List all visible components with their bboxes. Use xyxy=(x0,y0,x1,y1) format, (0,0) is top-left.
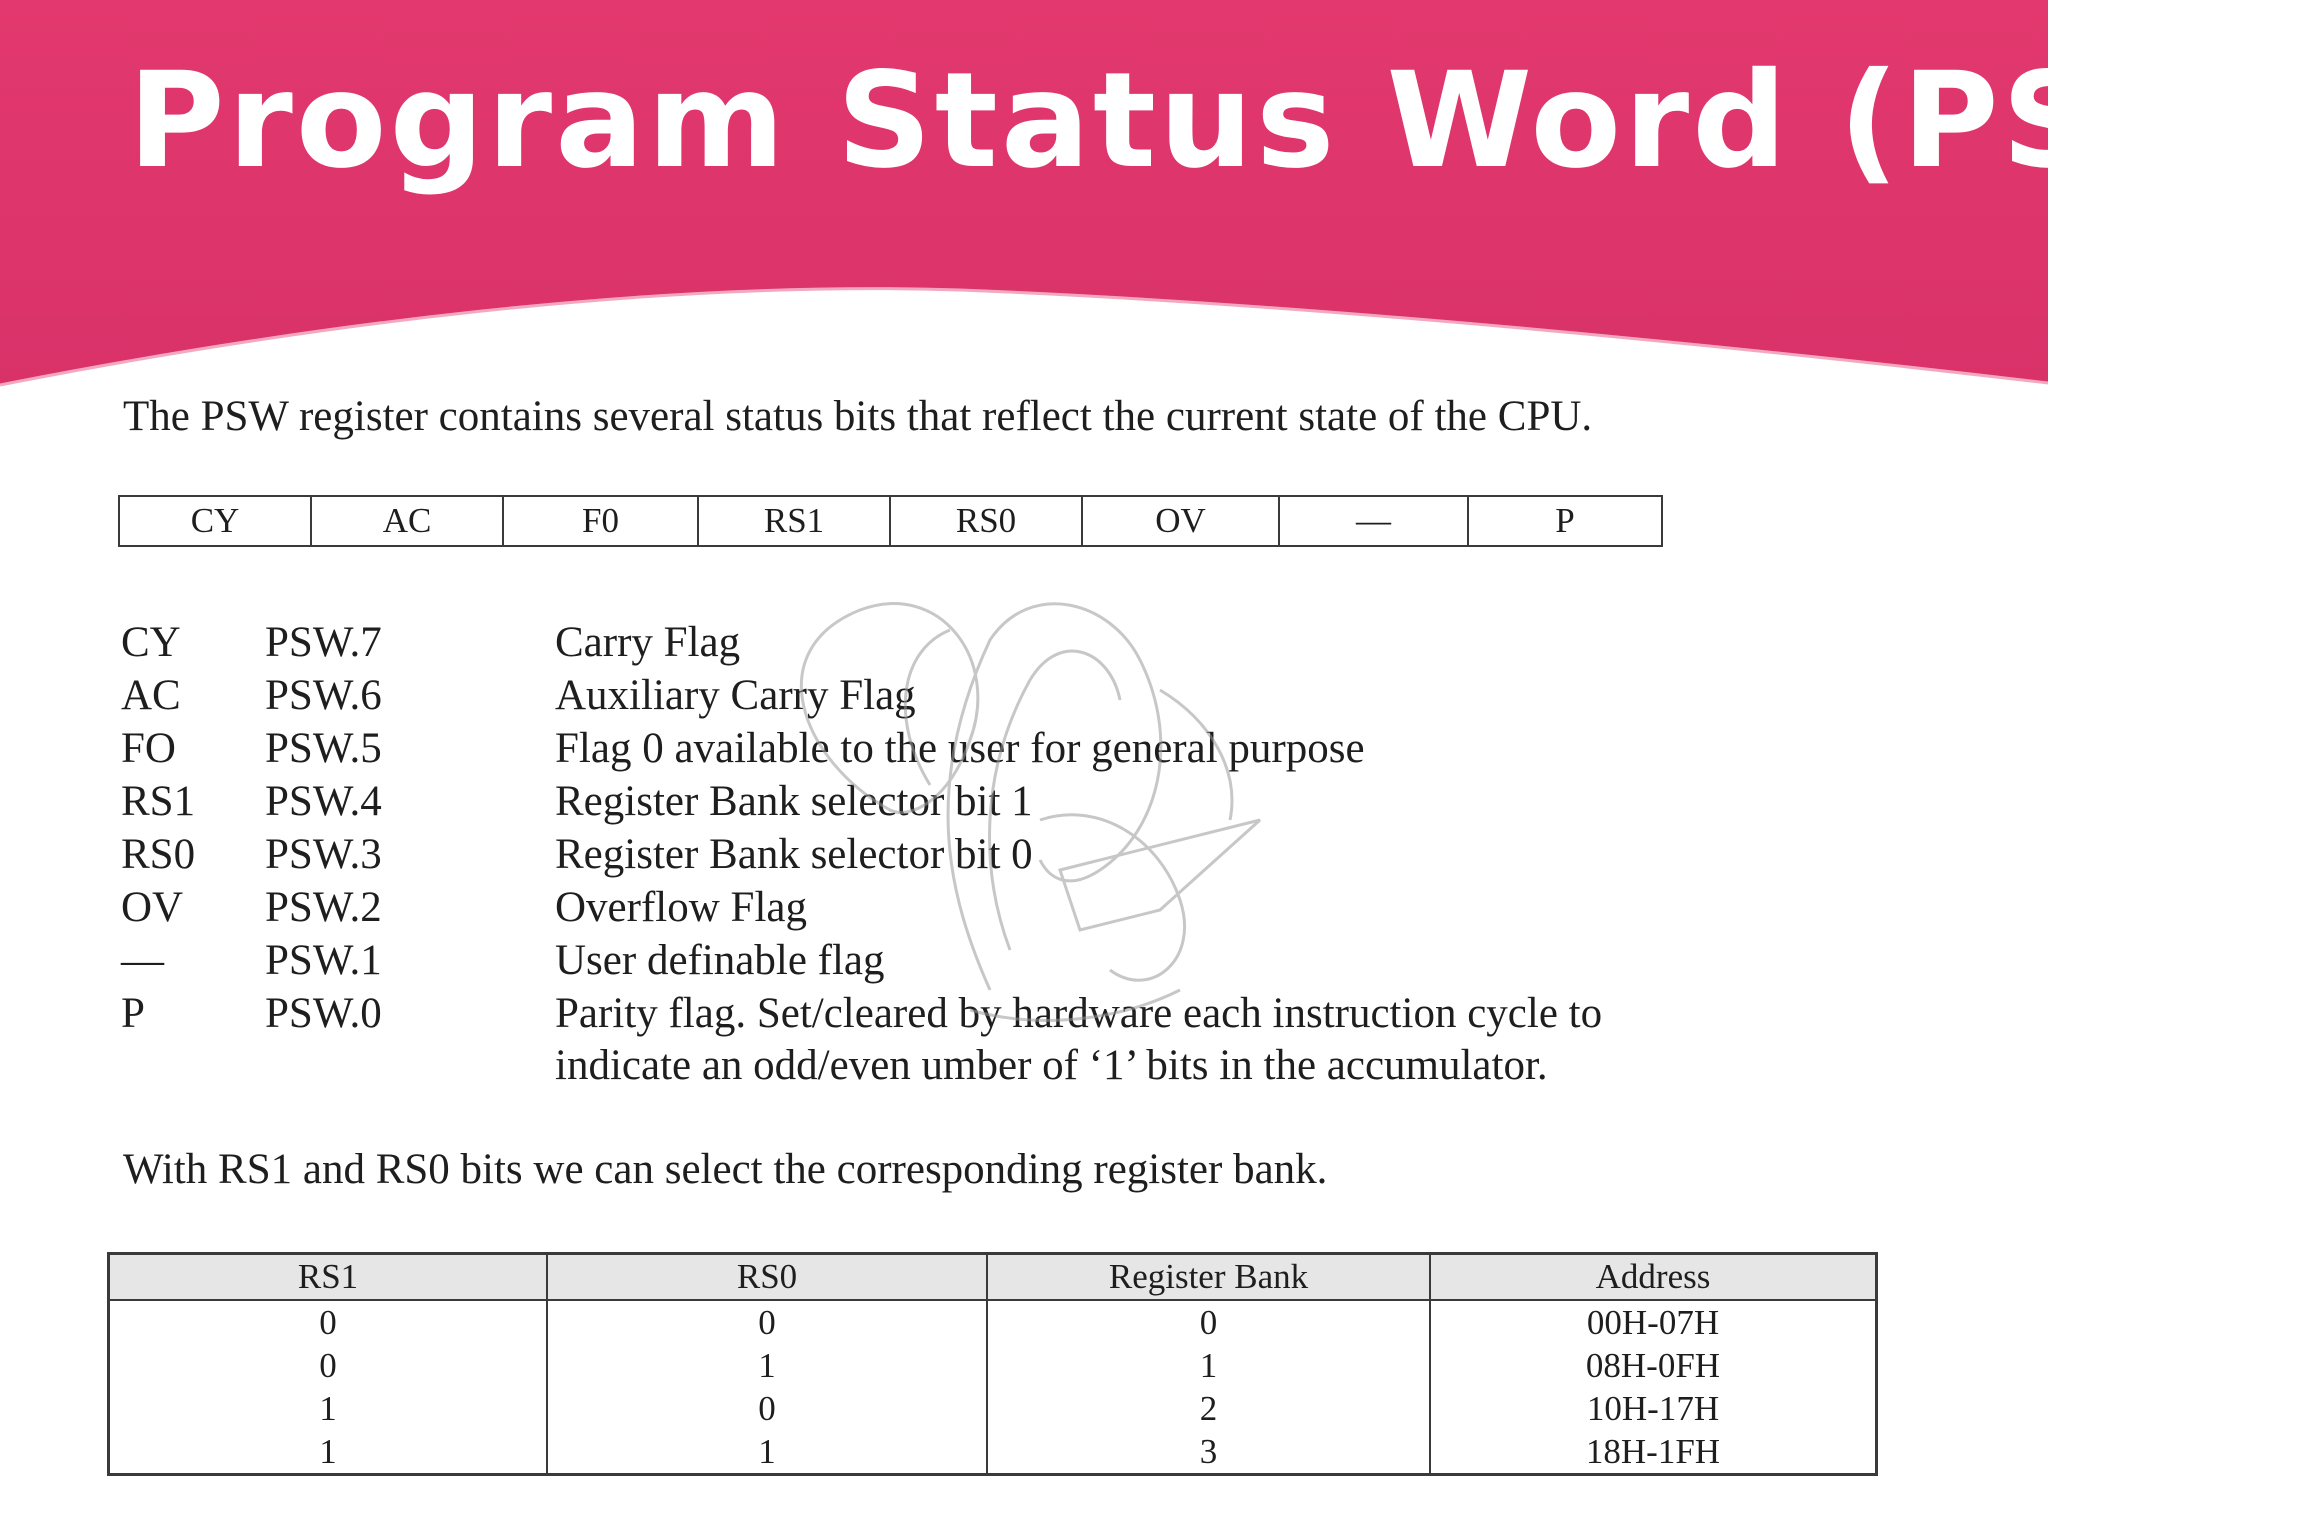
column-header: RS1 xyxy=(109,1254,548,1301)
table-cell: 1 xyxy=(547,1344,987,1387)
table-row xyxy=(109,1344,1877,1387)
column-header: Address xyxy=(1430,1254,1877,1301)
psw-bit-cell: P xyxy=(1468,496,1662,546)
table-row xyxy=(109,1300,1877,1344)
bit-description: Auxiliary Carry Flag xyxy=(555,672,916,719)
psw-bit-cell: RS0 xyxy=(890,496,1082,546)
column-header: RS0 xyxy=(547,1254,987,1301)
bit-position: PSW.6 xyxy=(265,672,382,719)
psw-bit-cell: F0 xyxy=(503,496,698,546)
bit-name: AC xyxy=(121,672,181,719)
bit-name: RS1 xyxy=(121,778,196,825)
bit-position: PSW.5 xyxy=(265,725,382,772)
bit-position: PSW.3 xyxy=(265,831,382,878)
psw-bit-cell: CY xyxy=(119,496,311,546)
bit-name: P xyxy=(121,990,145,1037)
table-row xyxy=(109,1387,1877,1430)
bit-name: OV xyxy=(121,884,184,931)
table-cell: 00H-07H xyxy=(1430,1300,1877,1344)
slide-title: Program Status Word (PSW) xyxy=(128,44,2312,198)
bit-position: PSW.2 xyxy=(265,884,382,931)
table-cell: 3 xyxy=(987,1430,1430,1475)
table-cell: 0 xyxy=(109,1300,548,1344)
table-cell: 0 xyxy=(547,1387,987,1430)
column-header: Register Bank xyxy=(987,1254,1430,1301)
bit-position: PSW.0 xyxy=(265,990,382,1037)
bit-name: — xyxy=(121,937,164,984)
psw-register-diagram xyxy=(118,495,1663,547)
bit-description: Flag 0 available to the user for general purpose xyxy=(555,725,1365,772)
bit-description: Overflow Flag xyxy=(555,884,807,931)
table-cell: 10H-17H xyxy=(1430,1387,1877,1430)
table-cell: 0 xyxy=(109,1344,548,1387)
bit-description: Carry Flag xyxy=(555,619,741,666)
bit-position: PSW.4 xyxy=(265,778,382,825)
table-row xyxy=(109,1430,1877,1475)
bit-name: CY xyxy=(121,619,181,666)
bit-description: User definable flag xyxy=(555,937,885,984)
table-header-row xyxy=(109,1254,1877,1301)
psw-bit-cell: RS1 xyxy=(698,496,890,546)
bit-description-line: Parity flag. Set/cleared by hardware each instruction cycle to xyxy=(555,990,1603,1037)
bit-position: PSW.1 xyxy=(265,937,382,984)
bit-position: PSW.7 xyxy=(265,619,382,666)
table-cell: 1 xyxy=(987,1344,1430,1387)
bit-description: Register Bank selector bit 0 xyxy=(555,831,1033,878)
bit-description: Register Bank selector bit 1 xyxy=(555,778,1033,825)
intro-paragraph: The PSW register contains several status bits that reflect the current state of the CPU. xyxy=(123,393,1593,440)
table-cell: 1 xyxy=(109,1387,548,1430)
table-cell: 1 xyxy=(109,1430,548,1475)
table-cell: 1 xyxy=(547,1430,987,1475)
ornamental-monogram-icon xyxy=(740,570,1300,1040)
bit-name: FO xyxy=(121,725,176,772)
table-cell: 2 xyxy=(987,1387,1430,1430)
register-bank-table xyxy=(107,1252,1878,1476)
bit-description-line: indicate an odd/even umber of ‘1’ bits in the accumulator. xyxy=(555,1042,1548,1089)
psw-bit-cell: OV xyxy=(1082,496,1279,546)
bank-intro-paragraph: With RS1 and RS0 bits we can select the corresponding register bank. xyxy=(123,1146,1328,1193)
table-cell: 0 xyxy=(547,1300,987,1344)
psw-bit-cell: — xyxy=(1279,496,1468,546)
table-cell: 08H-0FH xyxy=(1430,1344,1877,1387)
psw-bit-cell: AC xyxy=(311,496,503,546)
table-cell: 18H-1FH xyxy=(1430,1430,1877,1475)
table-cell: 0 xyxy=(987,1300,1430,1344)
psw-register-row xyxy=(119,496,1662,546)
bit-name: RS0 xyxy=(121,831,196,878)
